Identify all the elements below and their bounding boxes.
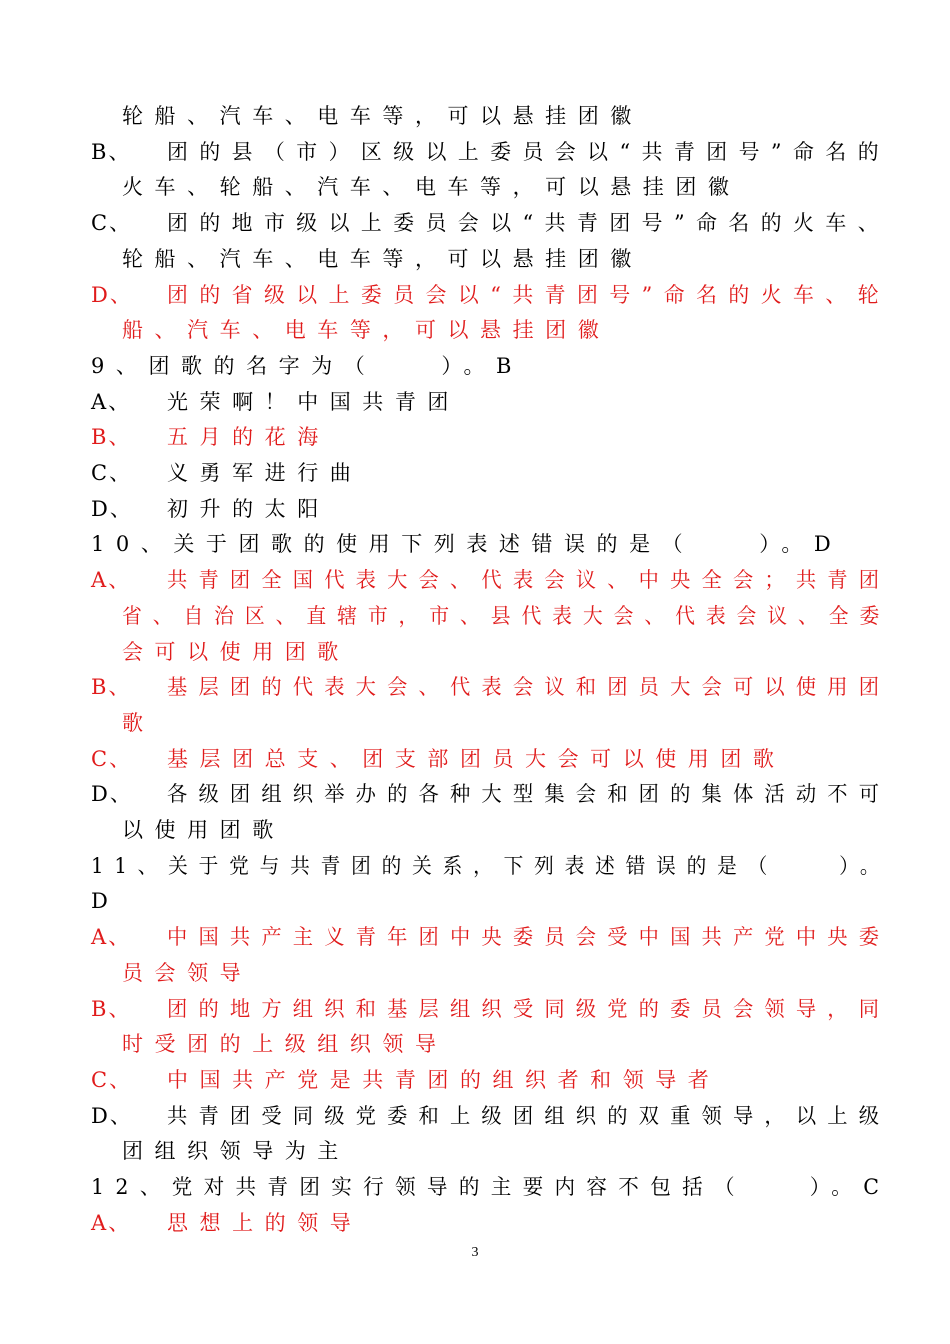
option-text: 中国共产党是共青团的组织者和领导者 bbox=[167, 1067, 721, 1092]
continuation-text: 会可以使用团歌 bbox=[122, 639, 350, 664]
continuation-text: 员会领导 bbox=[122, 960, 253, 985]
continuation-text: 时受团的上级组织领导 bbox=[122, 1032, 448, 1057]
option-text: 团的地方组织和基层组织受同级党的委员会领导，同 bbox=[167, 996, 891, 1021]
option-text: 共青团全国代表大会、代表会议、中央全会；共青团 bbox=[167, 568, 891, 593]
option-text: 团的县（市）区级以上委员会以“共青团号”命名的 bbox=[167, 139, 891, 164]
option-letter: C、 bbox=[91, 211, 133, 236]
option-letter: D、 bbox=[91, 282, 134, 307]
option-letter: D、 bbox=[91, 496, 134, 521]
option-letter: A、 bbox=[91, 568, 132, 593]
option-text: 团的省级以上委员会以“共青团号”命名的火车、轮 bbox=[167, 282, 891, 307]
continuation-text: 轮船、汽车、电车等，可以悬挂团徽 bbox=[122, 104, 643, 128]
question-text: D bbox=[91, 889, 120, 914]
option-letter: B、 bbox=[91, 996, 132, 1021]
question-text: 10、关于团歌的使用下列表述错误的是（ ）。D bbox=[91, 532, 843, 557]
option-letter: C、 bbox=[91, 461, 133, 485]
option-text: 光荣啊！中国共青团 bbox=[167, 389, 460, 414]
option-text: 基层团的代表大会、代表会议和团员大会可以使用团 bbox=[167, 675, 891, 700]
option-letter: A、 bbox=[91, 925, 132, 950]
option-text: 中国共产主义青年团中央委员会受中国共产党中央委 bbox=[167, 925, 891, 950]
option-text: 初升的太阳 bbox=[167, 496, 330, 521]
continuation-text: 省、自治区、直辖市，市、县代表大会、代表会议、全委 bbox=[122, 603, 891, 628]
option-text: 团的地市级以上委员会以“共青团号”命名的火车、 bbox=[167, 211, 891, 236]
option-letter: B、 bbox=[91, 425, 132, 450]
option-letter: D、 bbox=[91, 782, 134, 807]
option-letter: D、 bbox=[91, 1103, 134, 1128]
option-text: 五月的花海 bbox=[167, 425, 330, 450]
question-text: 11、关于党与共青团的关系，下列表述错误的是（ ）。 bbox=[91, 853, 891, 878]
page-number: 3 bbox=[471, 1245, 479, 1260]
continuation-text: 船、汽车、电车等，可以悬挂团徽 bbox=[122, 318, 611, 343]
continuation-text: 火车、轮船、汽车、电车等，可以悬挂团徽 bbox=[122, 175, 741, 200]
option-letter: A、 bbox=[91, 389, 132, 414]
option-text: 共青团受同级党委和上级团组织的双重领导，以上级 bbox=[167, 1103, 891, 1128]
question-text: 12、党对共青团实行领导的主要内容不包括（ ）。C bbox=[91, 1175, 891, 1199]
option-letter: A、 bbox=[91, 1210, 132, 1235]
continuation-text: 以使用团歌 bbox=[122, 818, 285, 842]
option-letter: B、 bbox=[91, 139, 132, 164]
option-letter: C、 bbox=[91, 1067, 133, 1092]
option-text: 义勇军进行曲 bbox=[167, 461, 363, 485]
continuation-text: 歌 bbox=[122, 710, 155, 735]
option-text: 各级团组织举办的各种大型集会和团的集体活动不可 bbox=[167, 782, 891, 807]
continuation-text: 轮船、汽车、电车等，可以悬挂团徽 bbox=[122, 246, 643, 271]
question-text: 9、团歌的名字为（ ）。B bbox=[91, 353, 523, 378]
option-text: 思想上的领导 bbox=[167, 1210, 363, 1235]
continuation-text: 团组织领导为主 bbox=[122, 1139, 350, 1164]
option-letter: C、 bbox=[91, 746, 133, 771]
option-letter: B、 bbox=[91, 675, 132, 700]
option-text: 基层团总支、团支部团员大会可以使用团歌 bbox=[167, 746, 786, 771]
